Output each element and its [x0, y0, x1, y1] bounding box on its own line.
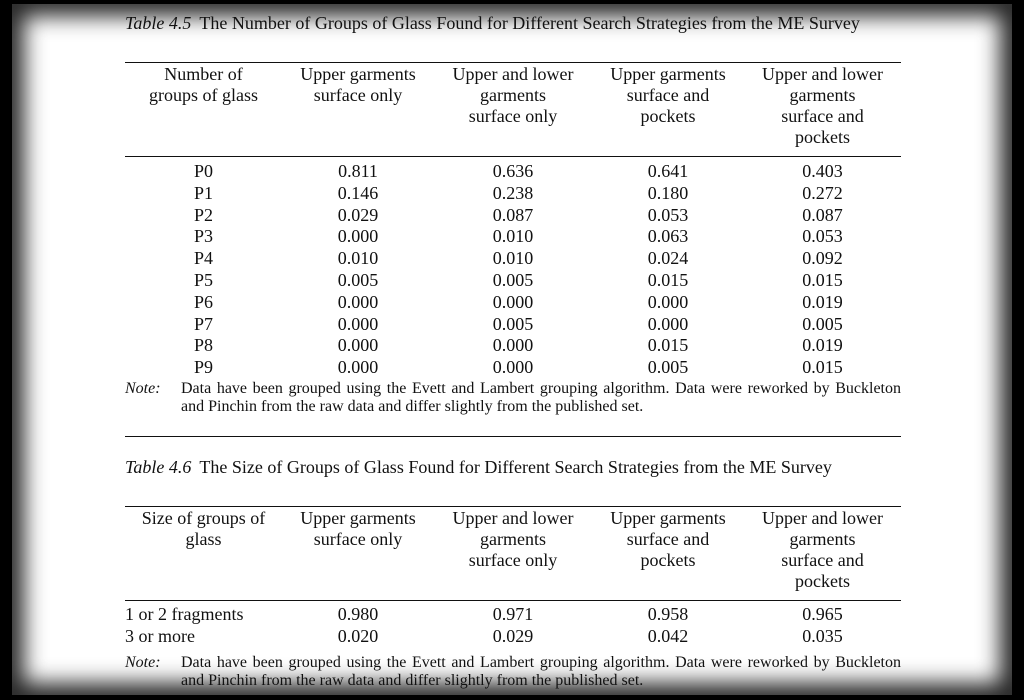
- table-cell: 0.000: [492, 335, 534, 356]
- table-row: [125, 357, 901, 379]
- note-text: Data have been grouped using the Evett and Lambert grouping algorithm. Data were reworked by Buckleton and Pinchin from the raw data and differ slightly from the published set.: [181, 380, 901, 415]
- column-header-line: pockets: [795, 127, 850, 147]
- top-rule: [125, 506, 901, 507]
- column-header-line: Size of groups of: [141, 508, 266, 528]
- column-header: [282, 508, 434, 592]
- table-4-6: [125, 456, 901, 478]
- table-row: [125, 161, 901, 183]
- row-label: P1: [193, 182, 213, 203]
- table-cell: 0.035: [802, 625, 843, 646]
- table-cell: 0.000: [337, 357, 379, 378]
- row-label: P8: [193, 335, 213, 356]
- column-header: [434, 64, 592, 148]
- note-label: Note:: [125, 654, 161, 671]
- table-cell: 0.180: [647, 182, 689, 203]
- column-header: [744, 64, 901, 148]
- table-number: Table 4.6: [125, 457, 192, 477]
- column-header-line: Upper garments: [610, 508, 726, 528]
- header-row: [125, 508, 901, 592]
- column-header-line: Upper and lower: [452, 508, 574, 528]
- column-header-line: garments: [789, 85, 856, 105]
- data-table: [125, 508, 901, 592]
- document-page: [12, 4, 1012, 695]
- table-cell: 0.019: [802, 291, 843, 312]
- table-cell: 0.965: [802, 604, 843, 624]
- column-header: [592, 508, 744, 592]
- row-label: P0: [193, 161, 213, 181]
- row-label: P4: [193, 248, 213, 269]
- table-cell: 0.238: [492, 182, 534, 203]
- row-label: P3: [193, 226, 213, 247]
- row-label: P5: [193, 269, 213, 290]
- column-header: [125, 64, 282, 148]
- table-cell: 0.971: [492, 604, 534, 624]
- column-header-line: surface only: [468, 106, 558, 126]
- column-header-line: Number of: [164, 64, 243, 84]
- table-cell: 0.000: [647, 291, 689, 312]
- column-header: [744, 508, 901, 592]
- row-label: P6: [193, 291, 213, 312]
- table-caption: [125, 12, 901, 34]
- table-cell: 0.053: [647, 204, 689, 225]
- table-title: The Size of Groups of Glass Found for Different Search Strategies from the ME Survey: [199, 457, 832, 477]
- table-cell: 0.020: [337, 625, 379, 646]
- table-row: [125, 205, 901, 227]
- column-header-line: pockets: [795, 571, 850, 591]
- table-4-5: [125, 12, 901, 34]
- table-cell: 0.636: [492, 161, 534, 181]
- table-cell: 0.010: [337, 248, 379, 269]
- column-header-line: pockets: [640, 106, 696, 126]
- table-cell: 0.958: [647, 604, 689, 624]
- column-header-line: garments: [789, 529, 856, 549]
- table-row: [125, 183, 901, 205]
- table-cell: 0.010: [492, 226, 534, 247]
- column-header-line: garments: [480, 529, 546, 549]
- table-cell: 0.000: [337, 291, 379, 312]
- table-cell: 0.005: [492, 269, 534, 290]
- table-title: The Number of Groups of Glass Found for Different Search Strategies from the ME Survey: [199, 13, 860, 33]
- table-cell: 0.063: [647, 226, 689, 247]
- table-cell: 0.053: [802, 226, 843, 247]
- column-header-line: Upper and lower: [762, 508, 883, 528]
- table-cell: 0.811: [338, 161, 378, 181]
- table-cell: 0.005: [802, 313, 843, 334]
- bottom-rule: [125, 436, 901, 437]
- row-label: P7: [193, 313, 213, 334]
- table-cell: 0.019: [802, 335, 843, 356]
- column-header: [125, 508, 282, 592]
- column-header-line: Upper and lower: [452, 64, 574, 84]
- table-row: [125, 292, 901, 314]
- table-cell: 0.272: [802, 182, 843, 203]
- row-label: P2: [193, 204, 213, 225]
- row-label: P9: [193, 357, 213, 378]
- data-table-body: [125, 604, 901, 648]
- table-cell: 0.092: [802, 248, 843, 269]
- table-number: Table 4.5: [125, 13, 192, 33]
- table-row: [125, 335, 901, 357]
- table-row: [125, 226, 901, 248]
- column-header-line: surface and: [781, 550, 864, 570]
- table-row: [125, 626, 901, 648]
- table-cell: 0.015: [647, 269, 689, 290]
- table-cell: 0.010: [492, 248, 534, 269]
- table-cell: 0.005: [647, 357, 689, 378]
- column-header-line: groups of glass: [149, 85, 258, 105]
- table-cell: 0.005: [492, 313, 534, 334]
- data-table-body: [125, 161, 901, 379]
- column-header-line: surface only: [468, 550, 558, 570]
- column-header: [592, 64, 744, 148]
- table-row: [125, 248, 901, 270]
- data-table: [125, 64, 901, 148]
- header-rule: [125, 600, 901, 601]
- table-cell: 0.042: [647, 625, 689, 646]
- top-rule: [125, 62, 901, 63]
- table-cell: 0.000: [337, 313, 379, 334]
- column-header-line: garments: [480, 85, 546, 105]
- table-note: [125, 654, 901, 690]
- table-note: [125, 380, 901, 416]
- header-rule: [125, 156, 901, 157]
- table-cell: 0.029: [337, 204, 379, 225]
- column-header-line: Upper garments: [300, 508, 416, 528]
- column-header-line: glass: [185, 529, 222, 549]
- note-label: Note:: [125, 380, 161, 397]
- table-row: [125, 270, 901, 292]
- table-row: [125, 604, 901, 626]
- column-header-line: surface and: [626, 85, 710, 105]
- table-cell: 0.000: [337, 335, 379, 356]
- column-header-line: Upper garments: [300, 64, 416, 84]
- table-cell: 0.641: [647, 161, 689, 181]
- table-cell: 0.005: [337, 269, 379, 290]
- table-row: [125, 314, 901, 336]
- table-cell: 0.015: [802, 357, 843, 378]
- column-header-line: surface only: [313, 529, 403, 549]
- note-text: Data have been grouped using the Evett and Lambert grouping algorithm. Data were reworked by Buckleton and Pinchin from the raw data and differ slightly from the published set.: [181, 654, 901, 689]
- table-cell: 0.146: [337, 182, 379, 203]
- row-label: 3 or more: [125, 625, 195, 646]
- header-row: [125, 64, 901, 148]
- table-cell: 0.000: [647, 313, 689, 334]
- table-caption: [125, 456, 901, 478]
- row-label: 1 or 2 fragments: [125, 604, 244, 624]
- column-header: [282, 64, 434, 148]
- table-cell: 0.087: [492, 204, 534, 225]
- column-header-line: surface and: [626, 529, 710, 549]
- table-cell: 0.403: [802, 161, 843, 181]
- table-cell: 0.015: [802, 269, 843, 290]
- table-cell: 0.000: [337, 226, 379, 247]
- table-cell: 0.000: [492, 291, 534, 312]
- table-cell: 0.087: [802, 204, 843, 225]
- column-header-line: pockets: [640, 550, 696, 570]
- table-cell: 0.029: [492, 625, 534, 646]
- column-header-line: Upper and lower: [762, 64, 883, 84]
- table-cell: 0.015: [647, 335, 689, 356]
- table-cell: 0.024: [647, 248, 689, 269]
- table-cell: 0.980: [337, 604, 379, 624]
- column-header-line: surface and: [781, 106, 864, 126]
- table-cell: 0.000: [492, 357, 534, 378]
- column-header-line: Upper garments: [610, 64, 726, 84]
- column-header: [434, 508, 592, 592]
- column-header-line: surface only: [313, 85, 403, 105]
